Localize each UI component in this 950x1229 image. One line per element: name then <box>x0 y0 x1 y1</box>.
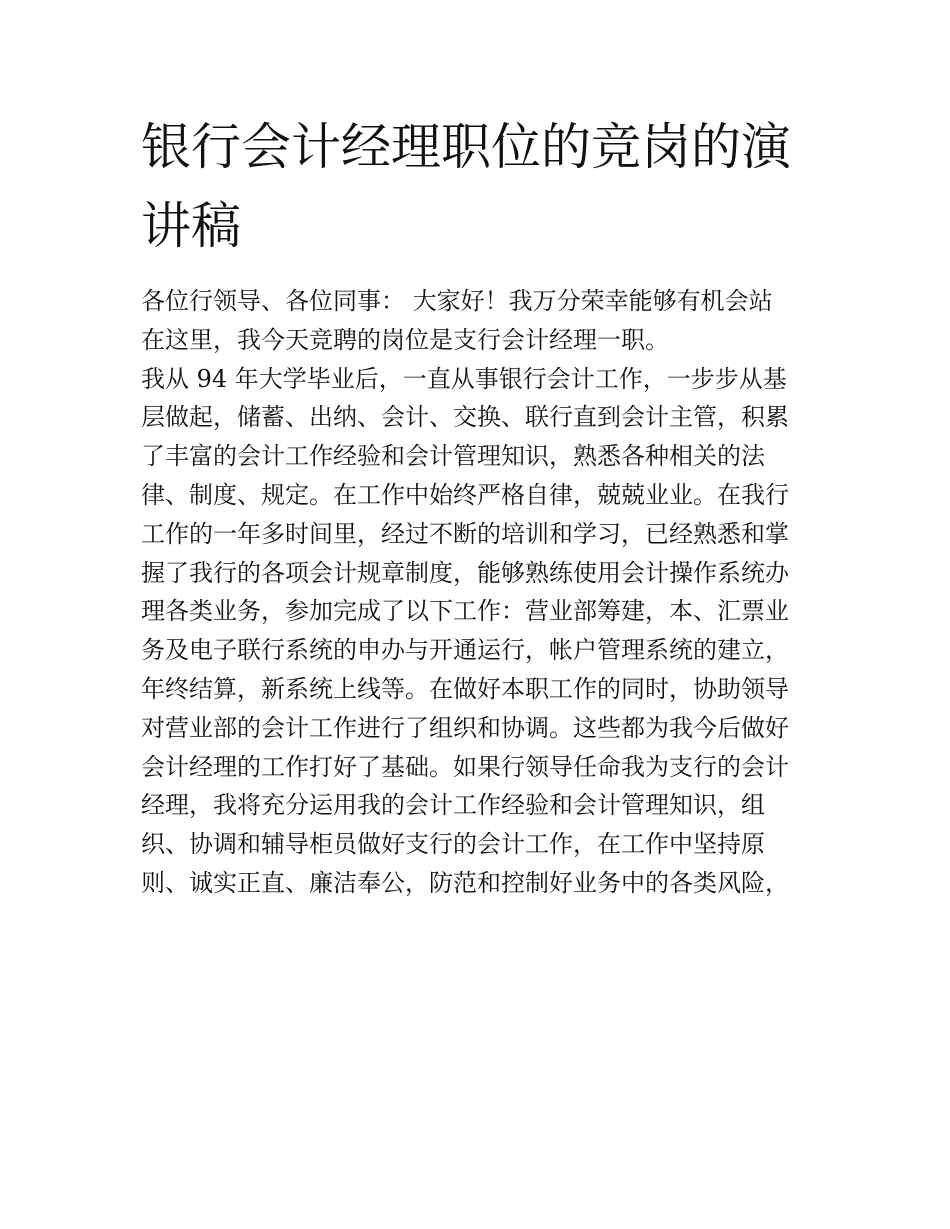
body-line: 则、诚实正直、廉洁奉公，防范和控制好业务中的各类风险， <box>141 868 789 897</box>
body-line: 工作的一年多时间里，经过不断的培训和学习，已经熟悉和掌 <box>141 519 789 548</box>
title-line: 讲稿 <box>141 197 241 255</box>
body-line: 对营业部的会计工作进行了组织和协调。这些都为我今后做好 <box>141 713 789 742</box>
body-line: 织、协调和辅导柜员做好支行的会计工作，在工作中坚持原 <box>141 830 765 859</box>
body-line: 在这里，我今天竞聘的岗位是支行会计经理一职。 <box>141 325 669 354</box>
body-line: 各位行领导、各位同事： 大家好！我万分荣幸能够有机会站 <box>141 287 773 315</box>
body-line: 理各类业务，参加完成了以下工作：营业部筹建，本、汇票业 <box>141 597 789 626</box>
body-line: 会计经理的工作打好了基础。如果行领导任命我为支行的会计 <box>141 752 789 781</box>
body-line: 层做起，储蓄、出纳、会计、交换、联行直到会计主管，积累 <box>141 403 789 432</box>
document-title <box>141 108 821 266</box>
body-line: 务及电子联行系统的申办与开通运行，帐户管理系统的建立， <box>141 636 789 665</box>
body-line: 了丰富的会计工作经验和会计管理知识，熟悉各种相关的法 <box>141 442 765 471</box>
body-line: 年终结算，新系统上线等。在做好本职工作的同时，协助领导 <box>141 674 789 703</box>
body-line: 握了我行的各项会计规章制度，能够熟练使用会计操作系统办 <box>141 558 789 587</box>
body-line: 律、制度、规定。在工作中始终严格自律，兢兢业业。在我行 <box>141 480 789 509</box>
title-line: 银行会计经理职位的竞岗的演 <box>141 118 791 176</box>
document-body <box>141 282 821 903</box>
body-line: 我从 94 年大学毕业后，一直从事银行会计工作，一步步从基 <box>141 364 787 393</box>
body-line: 经理，我将充分运用我的会计工作经验和会计管理知识，组 <box>141 791 765 820</box>
